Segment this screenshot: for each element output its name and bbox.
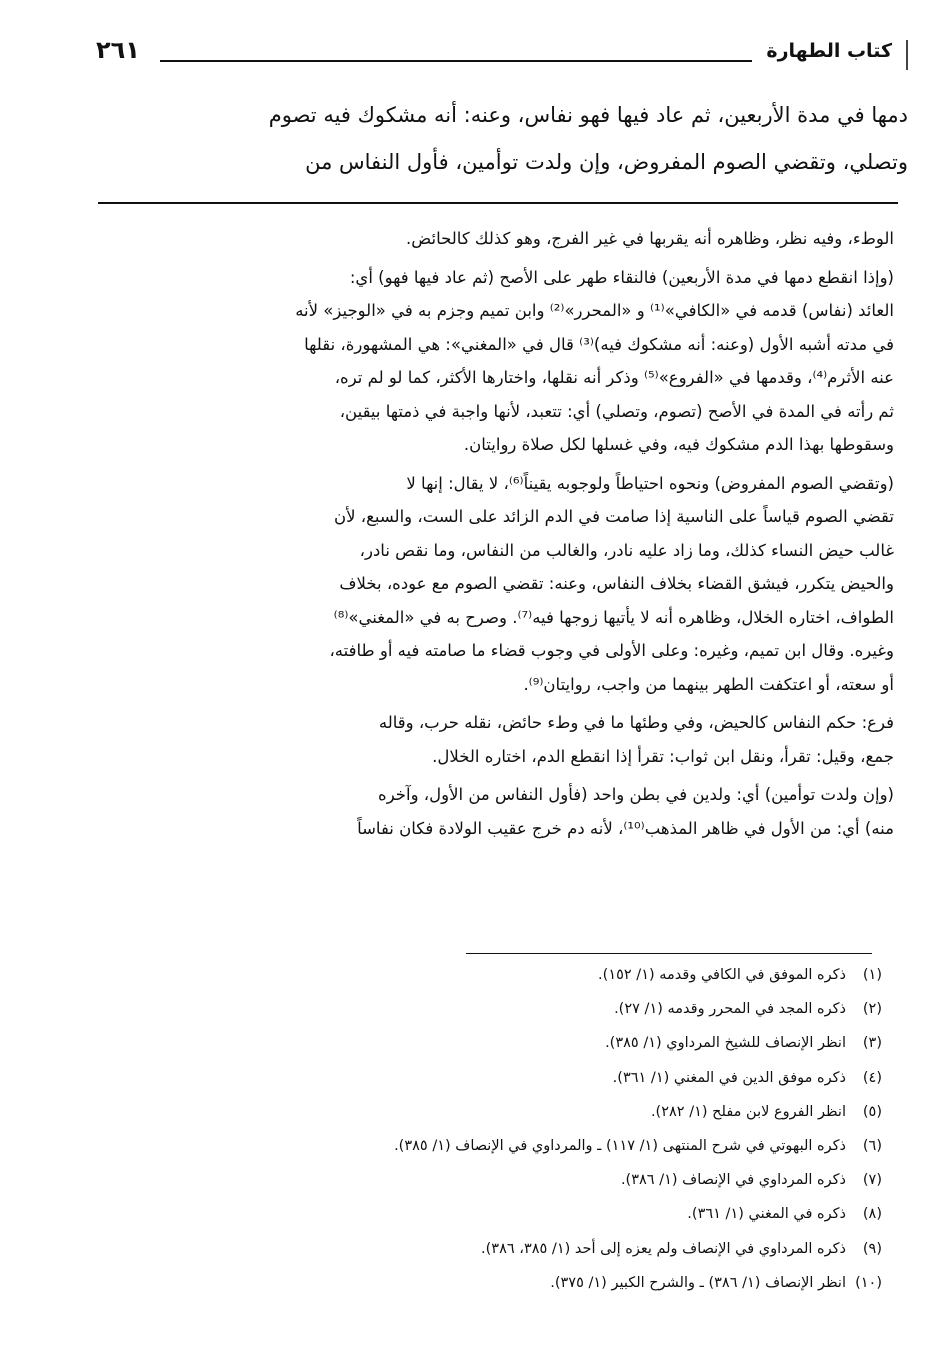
footnote-text: ذكره موفق الدين في المغني (١/ ٣٦١). bbox=[612, 1069, 846, 1086]
book-title: كتاب الطهارة bbox=[766, 40, 892, 62]
commentary-line: جمع، وقيل: تقرأ، ونقل ابن ثواب: تقرأ إذا انقطع الدم، اختاره الخلال. bbox=[432, 746, 894, 766]
footnote bbox=[242, 1026, 882, 1060]
footnote-number: (١) bbox=[862, 967, 882, 983]
commentary-line: عنه الأثرم⁽⁴⁾، وقدمها في «الفروع»⁽⁵⁾ وذكر أنه نقلها، واختارها الأكثر، كما لو لم تره، bbox=[334, 368, 894, 387]
commentary-text bbox=[96, 222, 894, 845]
commentary-line: منه) أي: من الأول في ظاهر المذهب⁽¹⁰⁾، لأنه دم خرج عقيب الولادة فكان نفاساً bbox=[357, 818, 894, 838]
commentary-line: (وإن ولدت توأمين) أي: ولدين في بطن واحد (فأول النفاس من الأول، وآخره bbox=[378, 785, 894, 804]
matn-text bbox=[96, 92, 908, 186]
header-rule bbox=[160, 60, 752, 62]
matn-separator-rule bbox=[98, 202, 898, 204]
footnote-number: (٧) bbox=[862, 1172, 882, 1189]
footnote-text: ذكره البهوتي في شرح المنتهى (١/ ١١٧) ـ والمرداوي في الإنصاف (١/ ٣٨٥). bbox=[394, 1137, 846, 1154]
footnote-number: (٨) bbox=[862, 1206, 882, 1223]
footnote bbox=[242, 958, 882, 992]
page-header bbox=[96, 36, 892, 70]
footnote bbox=[242, 1061, 882, 1095]
footnote-text: ذكره المرداوي في الإنصاف (١/ ٣٨٦). bbox=[620, 1172, 846, 1189]
footnote-text: ذكره في المغني (١/ ٣٦١). bbox=[687, 1206, 846, 1223]
page-number: ٢٦١ bbox=[96, 36, 140, 64]
commentary-line: تقضي الصوم قياساً على الناسية إذا صامت في الدم الزائد على الست، والسبع، لأن bbox=[333, 507, 894, 526]
commentary-line: فرع: حكم النفاس كالحيض، وفي وطئها ما في وطء حائض، نقله حرب، وقاله bbox=[378, 713, 894, 732]
margin-mark bbox=[906, 40, 908, 70]
footnote-number: (٩) bbox=[862, 1240, 882, 1257]
commentary-line: في مدته أشبه الأول (وعنه: أنه مشكوك فيه)⁽³⁾ قال في «المغني»: هي المشهورة، نقلها bbox=[304, 334, 894, 354]
footnote-number: (٤) bbox=[862, 1069, 882, 1086]
footnote bbox=[242, 992, 882, 1026]
footnote-rule bbox=[466, 953, 872, 954]
footnote-number: (٦) bbox=[862, 1137, 882, 1154]
commentary-line: وسقوطها بهذا الدم مشكوك فيه، وفي غسلها لكل صلاة روايتان. bbox=[463, 435, 894, 454]
footnote-text: انظر الإنصاف للشيخ المرداوي (١/ ٣٨٥). bbox=[605, 1035, 846, 1052]
footnote-text: انظر الإنصاف (١/ ٣٨٦) ـ والشرح الكبير (١/ ٣٧٥). bbox=[550, 1274, 846, 1291]
footnote bbox=[242, 1129, 882, 1163]
footnote-number: (٢) bbox=[862, 1001, 882, 1018]
commentary-line: ثم رأته في المدة في الأصح (تصوم، وتصلي) أي: تتعبد، لأنها واجبة في ذمتها بيقين، bbox=[339, 401, 894, 421]
footnote-text: ذكره الموفق في الكافي وقدمه (١/ ١٥٢). bbox=[598, 967, 846, 983]
matn-line: دمها في مدة الأربعين، ثم عاد فيها فهو نفاس، وعنه: أنه مشكوك فيه تصوم bbox=[268, 103, 908, 127]
commentary-line: أو سعته، أو اعتكفت الطهر بينهما من واجب، روايتان⁽⁹⁾. bbox=[523, 674, 894, 694]
footnote bbox=[242, 1266, 882, 1300]
matn-line: وتصلي، وتقضي الصوم المفروض، وإن ولدت توأمين، فأول النفاس من bbox=[305, 150, 908, 174]
commentary-line: (وإذا انقطع دمها في مدة الأربعين) فالنقاء طهر على الأصح (ثم عاد فيها فهو) أي: bbox=[349, 267, 894, 287]
footnote bbox=[242, 1197, 882, 1231]
commentary-line: والحيض يتكرر، فيشق القضاء بخلاف النفاس، وعنه: تقضي الصوم مع عوده، بخلاف bbox=[339, 574, 894, 593]
footnote bbox=[242, 1163, 882, 1197]
footnote bbox=[242, 1232, 882, 1266]
footnote-number: (١٠) bbox=[855, 1274, 882, 1291]
footnote bbox=[242, 1095, 882, 1129]
footnote-text: ذكره المرداوي في الإنصاف ولم يعزه إلى أحد (١/ ٣٨٥، ٣٨٦). bbox=[481, 1240, 846, 1257]
commentary-line: الطواف، اختاره الخلال، وظاهره أنه لا يأتيها زوجها فيه⁽⁷⁾. وصرح به في «المغني»⁽⁸⁾ bbox=[333, 607, 894, 627]
footnote-text: انظر الفروع لابن مفلح (١/ ٢٨٢). bbox=[650, 1103, 846, 1120]
footnote-number: (٥) bbox=[862, 1103, 882, 1120]
commentary-line: الوطء، وفيه نظر، وظاهره أنه يقربها في غير الفرج، وهو كذلك كالحائض. bbox=[406, 229, 894, 248]
footnotes bbox=[242, 958, 882, 1300]
commentary-line: العائد (نفاس) قدمه في «الكافي»⁽¹⁾ و «المحرر»⁽²⁾ وابن تميم وجزم به في «الوجيز» لأنه bbox=[295, 301, 894, 320]
commentary-line: غالب حيض النساء كذلك، وما زاد عليه نادر، والغالب من النفاس، وما نقص نادر، bbox=[359, 540, 894, 560]
commentary-line: وغيره. وقال ابن تميم، وغيره: وعلى الأولى في وجوب قضاء ما صامته فيه أو طافته، bbox=[329, 641, 894, 660]
commentary-line: (وتقضي الصوم المفروض) ونحوه احتياطاً ولوجوبه يقيناً⁽⁶⁾، لا يقال: إنها لا bbox=[406, 473, 894, 493]
footnote-text: ذكره المجد في المحرر وقدمه (١/ ٢٧). bbox=[614, 1001, 846, 1018]
footnote-number: (٣) bbox=[862, 1035, 882, 1052]
